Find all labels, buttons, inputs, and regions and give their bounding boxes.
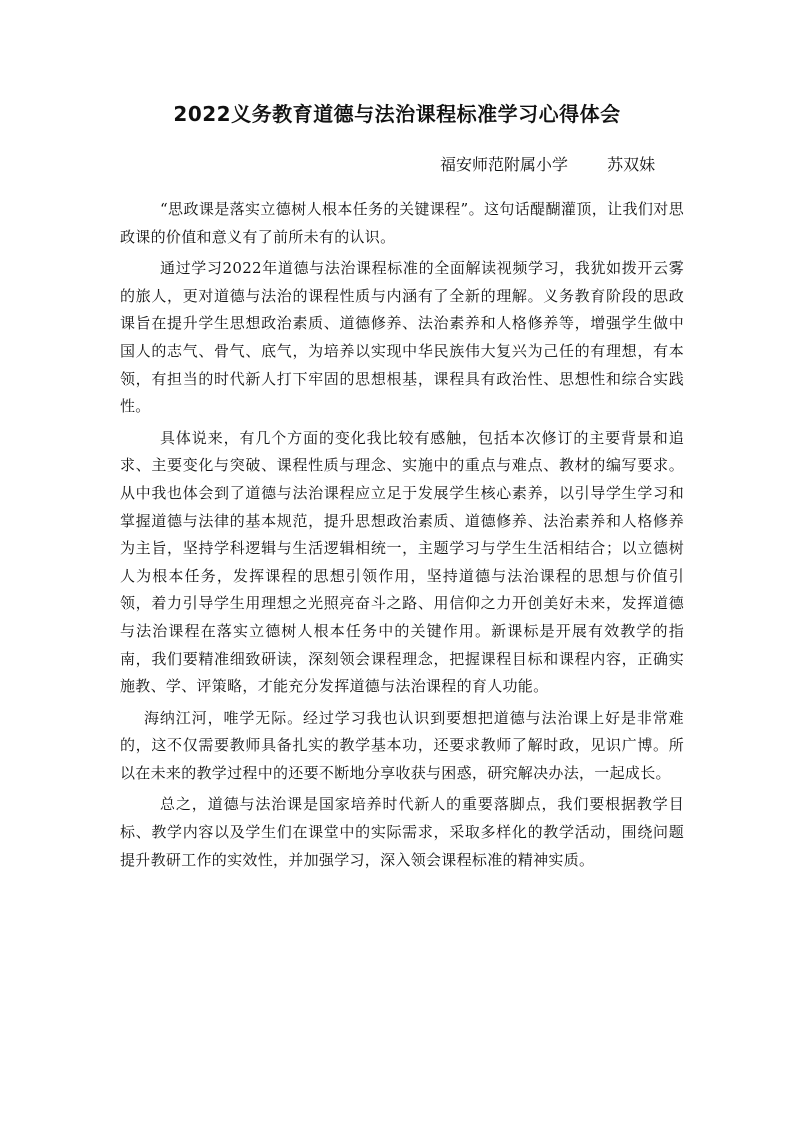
author-name: 苏双妹	[607, 155, 656, 174]
paragraph: 海纳江河，唯学无际。经过学习我也认识到要想把道德与法治课上好是非常难的，这不仅需要教师具备扎实的教学基本功，还要求教师了解时政，见识广博。所以在未来的教学过程中的还要不断地分享收获与困惑，研究解决办法，一起成长。	[120, 708, 684, 782]
paragraph: 总之，道德与法治课是国家培养时代新人的重要落脚点，我们要根据教学目标、教学内容以及学生们在课堂中的实际需求，采取多样化的教学活动，围绕问题提升教研工作的实效性，并加强学习，深入领会课程标准的精神实质。	[120, 795, 684, 869]
document-body	[120, 196, 684, 878]
author-line	[440, 152, 655, 175]
paragraph: 通过学习2022年道德与法治课程标准的全面解读视频学习，我犹如拨开云雾的旅人，更对道德与法治的课程性质与内涵有了全新的理解。义务教育阶段的思政课旨在提升学生思想政治素质、道德修养、法治素养和人格修养等，增强学生做中国人的志气、骨气、底气，为培养以实现中华民族伟大复兴为己任的有理想，有本领，有担当的时代新人打下牢固的思想根基，课程具有政治性、思想性和综合实践性。	[120, 259, 684, 416]
document-title: 2022义务教育道德与法治课程标准学习心得体会	[173, 102, 621, 126]
author-school: 福安师范附属小学	[440, 155, 569, 174]
paragraph: 具体说来，有几个方面的变化我比较有感触，包括本次修订的主要背景和追求、主要变化与突破、课程性质与理念、实施中的重点与难点、教材的编写要求。从中我也体会到了道德与法治课程应立足于发展学生核心素养，以引导学生学习和掌握道德与法律的基本规范，提升思想政治素质、道德修养、法治素养和人格修养为主旨，坚持学科逻辑与生活逻辑相统一，主题学习与学生生活相结合；以立德树人为根本任务，发挥课程的思想引领作用，坚持道德与法治课程的思想与价值引领，着力引导学生用理想之光照亮奋斗之路、用信仰之力开创美好未来，发挥道德与法治课程在落实立德树人根本任务中的关键作用。新课标是开展有效教学的指南，我们要精准细致研读，深刻领会课程理念，把握课程目标和课程内容，正确实施教、学、评策略，才能充分发挥道德与法治课程的育人功能。	[120, 428, 684, 696]
paragraph: “思政课是落实立德树人根本任务的关键课程”。这句话醍醐灌顶，让我们对思政课的价值和意义有了前所未有的认识。	[120, 200, 684, 246]
